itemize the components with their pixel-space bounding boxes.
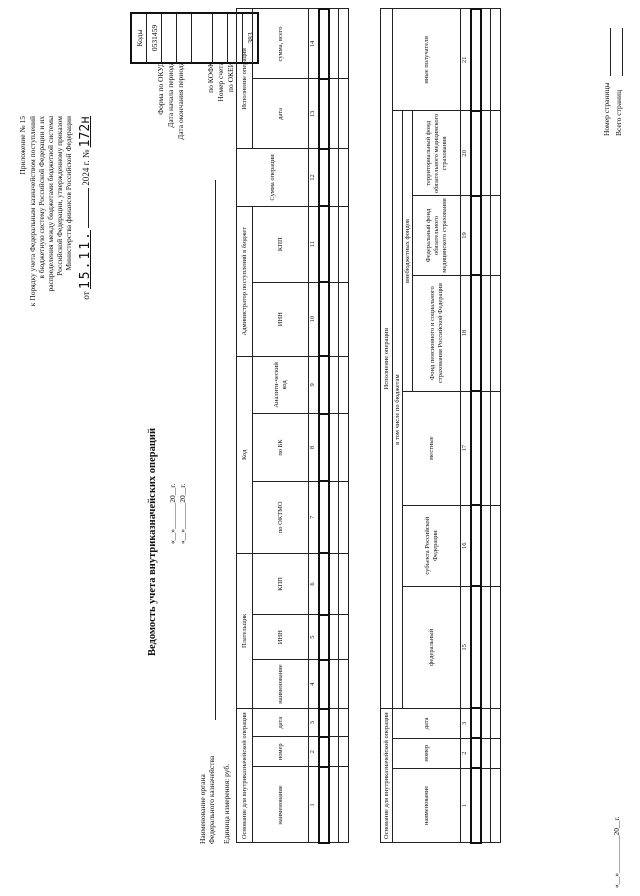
operations-table-1: [236, 8, 349, 844]
group-code: Код: [237, 356, 253, 553]
table-row: [491, 9, 501, 843]
col-number: 20: [461, 111, 471, 196]
code-value: [162, 13, 177, 63]
col-number: 3: [309, 709, 319, 737]
col-number: 9: [309, 356, 319, 413]
page-number-label: Номер страницы: [602, 82, 611, 136]
col-header: дата: [253, 709, 309, 737]
unit-label: Единица измерения: руб.: [222, 763, 231, 844]
appendix-line: в бюджетную систему Российской Федерации и их: [37, 116, 46, 279]
appendix-line: Министерства финансов Российской Федерации: [64, 116, 73, 271]
order-from: от: [81, 291, 91, 300]
col-header: сумма, всего: [253, 9, 309, 79]
col-header: по БК: [253, 414, 309, 482]
col-header: наименование: [253, 660, 309, 709]
table-row: [481, 9, 491, 843]
col-number: 18: [461, 275, 471, 391]
appendix-line: к Порядку учета Федеральным казначейством поступлений: [28, 116, 37, 307]
appendix-lines: [28, 116, 73, 306]
order-line: [78, 116, 93, 300]
col-number: 17: [461, 391, 471, 505]
col-header: номер: [393, 738, 461, 768]
order-number: 172н: [78, 116, 93, 148]
col-header: по ОКТМО: [253, 481, 309, 553]
table-row: [319, 9, 329, 843]
col-number: 12: [309, 149, 319, 206]
group-funds: внебюджетных фондов: [403, 111, 413, 391]
col-number: 2: [461, 738, 471, 768]
col-header: дата: [253, 79, 309, 149]
col-header: дата: [393, 708, 461, 738]
group-incl: в том числе по бюджетам: [393, 111, 403, 709]
col-header: Аналити-ческий код: [253, 356, 309, 413]
code-value: [213, 13, 228, 63]
col-header: наименование: [393, 768, 461, 843]
col-number: 16: [461, 505, 471, 586]
code-label: по КОФК: [206, 62, 215, 93]
col-header: местные: [403, 391, 461, 505]
code-label: Дата начала периода: [166, 62, 175, 128]
organ-label-2: Федерального казначейства: [207, 755, 216, 844]
code-label: по ОКЕИ: [226, 62, 235, 93]
code-label: Форма по ОКУД: [156, 62, 165, 115]
group-admin: Администратор поступлений в бюджет: [237, 206, 253, 356]
group-basis: Основание для внутриказначейской операции: [381, 708, 393, 843]
document-title: Ведомость учета внутриказначейских операций: [147, 428, 158, 656]
footer-date: «__»__________20__г.: [612, 816, 621, 888]
group-exec: Исполнение операции: [237, 9, 253, 149]
col-number: 3: [461, 708, 471, 738]
table-row: [339, 9, 349, 843]
col-number: 21: [461, 9, 471, 111]
col-header: ИНН: [253, 615, 309, 660]
col-header: субъекта Российской Федерации: [403, 505, 461, 586]
order-date: 15.11.: [78, 230, 93, 290]
col-header: наименование: [253, 767, 309, 843]
code-value: 383: [243, 13, 259, 63]
col-number: 2: [309, 737, 319, 767]
col-number: 6: [309, 553, 319, 615]
group-payer: Плательщик: [237, 553, 253, 708]
col-header: федеральный: [403, 586, 461, 708]
appendix-line: распределения между бюджетами бюджетной системы: [46, 116, 55, 292]
col-number: 1: [309, 767, 319, 843]
pages-total-line: [622, 28, 623, 76]
col-header: иные получатели: [393, 9, 461, 111]
col-number: 4: [309, 660, 319, 709]
organ-underline: [215, 180, 216, 720]
pages-total-label: Всего страниц: [614, 89, 623, 136]
col-header: КПП: [253, 206, 309, 282]
col-header: номер: [253, 737, 309, 767]
code-value: [192, 13, 213, 63]
col-number: 10: [309, 282, 319, 356]
operations-table-2: [380, 8, 501, 844]
codes-header: Коды: [131, 13, 147, 63]
order-year: 2024 г. №: [81, 149, 91, 186]
group-exec: Исполнение операции: [381, 9, 393, 708]
col-header: КПП: [253, 553, 309, 615]
col-number: 7: [309, 481, 319, 553]
code-value: 0531459: [147, 13, 162, 63]
table-row: [329, 9, 339, 843]
col-header: Сумма операции: [237, 149, 309, 206]
col-number: 14: [309, 9, 319, 79]
col-number: 1: [461, 768, 471, 843]
period-start: «__»_______20__г.: [168, 483, 177, 544]
col-header: территориальный фонд обязательного медицинского страхования: [413, 111, 461, 196]
period-end: «__»_______20__г.: [178, 483, 187, 544]
table-row: [471, 9, 481, 843]
appendix-title: Приложение № 15: [18, 116, 27, 175]
organ-label: Наименование органа: [198, 774, 207, 844]
col-number: 13: [309, 79, 319, 149]
col-header: ИНН: [253, 282, 309, 356]
code-value: [177, 13, 192, 63]
col-number: 15: [461, 586, 471, 708]
col-header: Фонд пенсионного и социального страхования Российской Федерации: [413, 275, 461, 391]
page-number-line: [610, 28, 611, 76]
code-label: Дата окончания периода: [176, 62, 185, 140]
group-basis: Основание для внутриказначейской операции: [237, 709, 253, 843]
col-number: 5: [309, 615, 319, 660]
code-label: Номер счета: [216, 62, 225, 102]
appendix-line: Российской Федерации, утвержденному приказом: [55, 116, 64, 276]
col-header: Федеральный фонд обязательного медицинского страхования: [413, 196, 461, 275]
col-number: 8: [309, 414, 319, 482]
col-number: 11: [309, 206, 319, 282]
col-number: 19: [461, 196, 471, 275]
